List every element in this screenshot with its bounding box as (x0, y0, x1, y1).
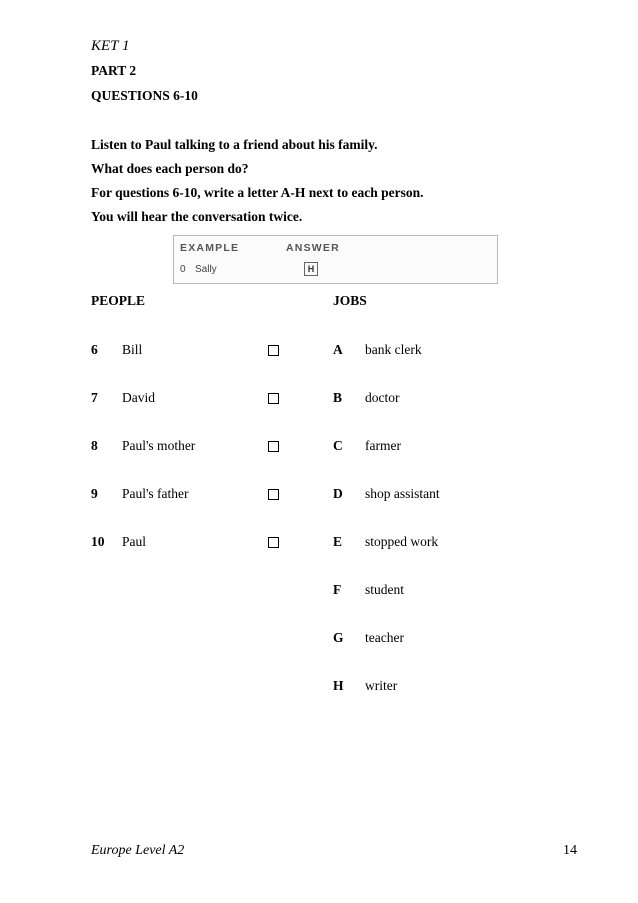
person-name: Paul's mother (122, 438, 196, 453)
example-name: Sally (195, 264, 217, 275)
example-box (173, 235, 498, 284)
job-name: doctor (365, 390, 400, 405)
person-name: Paul's father (122, 486, 189, 501)
job-name: bank clerk (365, 342, 422, 357)
questions-heading: QUESTIONS 6-10 (91, 88, 198, 103)
instruction-line: You will hear the conversation twice. (91, 209, 303, 224)
answer-checkbox[interactable] (268, 441, 279, 452)
job-letter: E (333, 534, 343, 549)
job-name: stopped work (365, 534, 439, 549)
instruction-line: What does each person do? (91, 161, 249, 176)
answer-checkbox[interactable] (268, 393, 279, 404)
job-name: shop assistant (365, 486, 440, 501)
jobs-heading: JOBS (333, 293, 367, 308)
example-number: 0 (180, 264, 186, 275)
exam-title: KET 1 (91, 38, 130, 54)
job-letter: G (333, 630, 344, 645)
job-letter: F (333, 582, 342, 597)
person-number: 6 (91, 342, 98, 357)
instruction-line: For questions 6-10, write a letter A-H next to each person. (91, 185, 424, 200)
footer-level: Europe Level A2 (91, 843, 185, 858)
person-number: 10 (91, 534, 105, 549)
answer-checkbox[interactable] (268, 345, 279, 356)
job-name: teacher (365, 630, 404, 645)
job-letter: C (333, 438, 343, 453)
answer-checkbox[interactable] (268, 489, 279, 500)
person-name: Paul (122, 534, 147, 549)
job-letter: H (333, 678, 344, 693)
part-heading: PART 2 (91, 63, 137, 78)
job-name: writer (365, 678, 398, 693)
instruction-line: Listen to Paul talking to a friend about his family. (91, 137, 378, 152)
job-letter: A (333, 342, 343, 357)
job-letter: B (333, 390, 343, 405)
person-name: Bill (122, 342, 143, 357)
answer-checkbox[interactable] (268, 537, 279, 548)
people-heading: PEOPLE (91, 293, 146, 308)
answer-label: ANSWER (286, 242, 340, 254)
person-name: David (122, 390, 155, 405)
person-number: 9 (91, 486, 98, 501)
person-number: 7 (91, 390, 98, 405)
job-name: student (365, 582, 404, 597)
example-label: EXAMPLE (180, 242, 240, 254)
page-number: 14 (563, 843, 577, 858)
example-answer-box: H (304, 262, 318, 276)
job-letter: D (333, 486, 343, 501)
person-number: 8 (91, 438, 98, 453)
job-name: farmer (365, 438, 401, 453)
